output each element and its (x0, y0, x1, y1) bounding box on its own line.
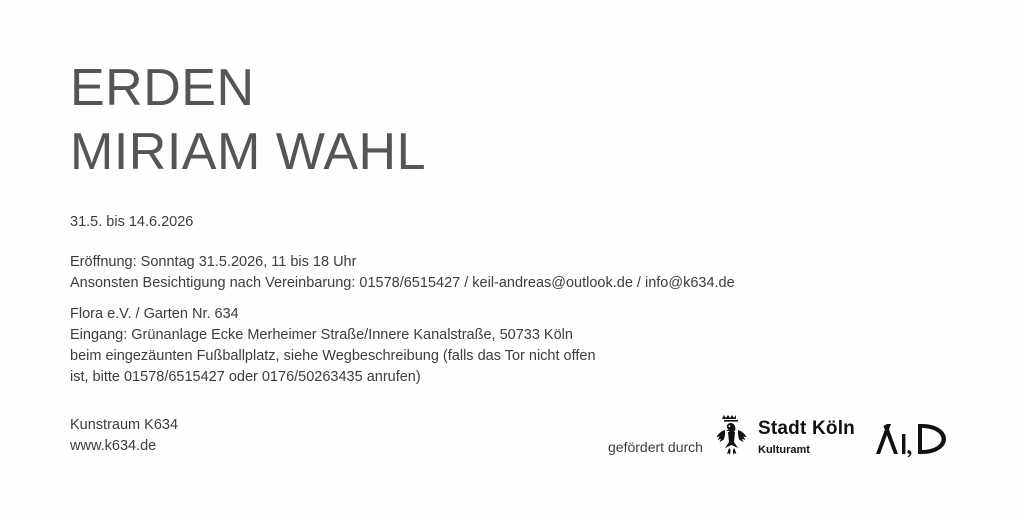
stadt-koeln-department: Kulturamt (758, 444, 810, 456)
organizer-info (70, 415, 178, 457)
venue-line-4: ist, bitte 01578/6515427 oder 0176/50263435 anrufen) (70, 369, 421, 385)
poster-title-block (70, 59, 427, 181)
opening-line-1: Eröffnung: Sonntag 31.5.2026, 11 bis 18 Uhr (70, 254, 357, 270)
artist-name: MIRIAM WAHL (70, 123, 427, 181)
funded-by-label: gefördert durch (608, 439, 703, 455)
stadt-koeln-name: Stadt Köln (758, 418, 855, 439)
organizer-website[interactable]: www.k634.de (70, 438, 157, 454)
exhibition-dates (70, 212, 193, 233)
page-title: ERDEN (70, 59, 255, 117)
koeln-eagle-crest-icon (712, 412, 752, 458)
opening-info (70, 252, 735, 294)
venue-info (70, 304, 596, 388)
funding-row (608, 410, 988, 470)
organizer-name: Kunstraum K634 (70, 417, 179, 433)
venue-line-2: Eingang: Grünanlage Ecke Merheimer Straße/Innere Kanalstraße, 50733 Köln (70, 327, 573, 343)
stadt-koeln-wordmark (758, 412, 855, 457)
stadt-koeln-logo (712, 412, 855, 458)
opening-line-2: Ansonsten Besichtigung nach Vereinbarung: 01578/6515427 / keil-andreas@outlook.de / info@k634.de (70, 275, 735, 291)
venue-line-3: beim eingezäunten Fußballplatz, siehe Wegbeschreibung (falls das Tor nicht offen (70, 348, 596, 364)
nrw-abstract-mark-icon (874, 420, 948, 460)
venue-line-1: Flora e.V. / Garten Nr. 634 (70, 306, 239, 322)
exhibition-dates-text: 31.5. bis 14.6.2026 (70, 214, 194, 230)
